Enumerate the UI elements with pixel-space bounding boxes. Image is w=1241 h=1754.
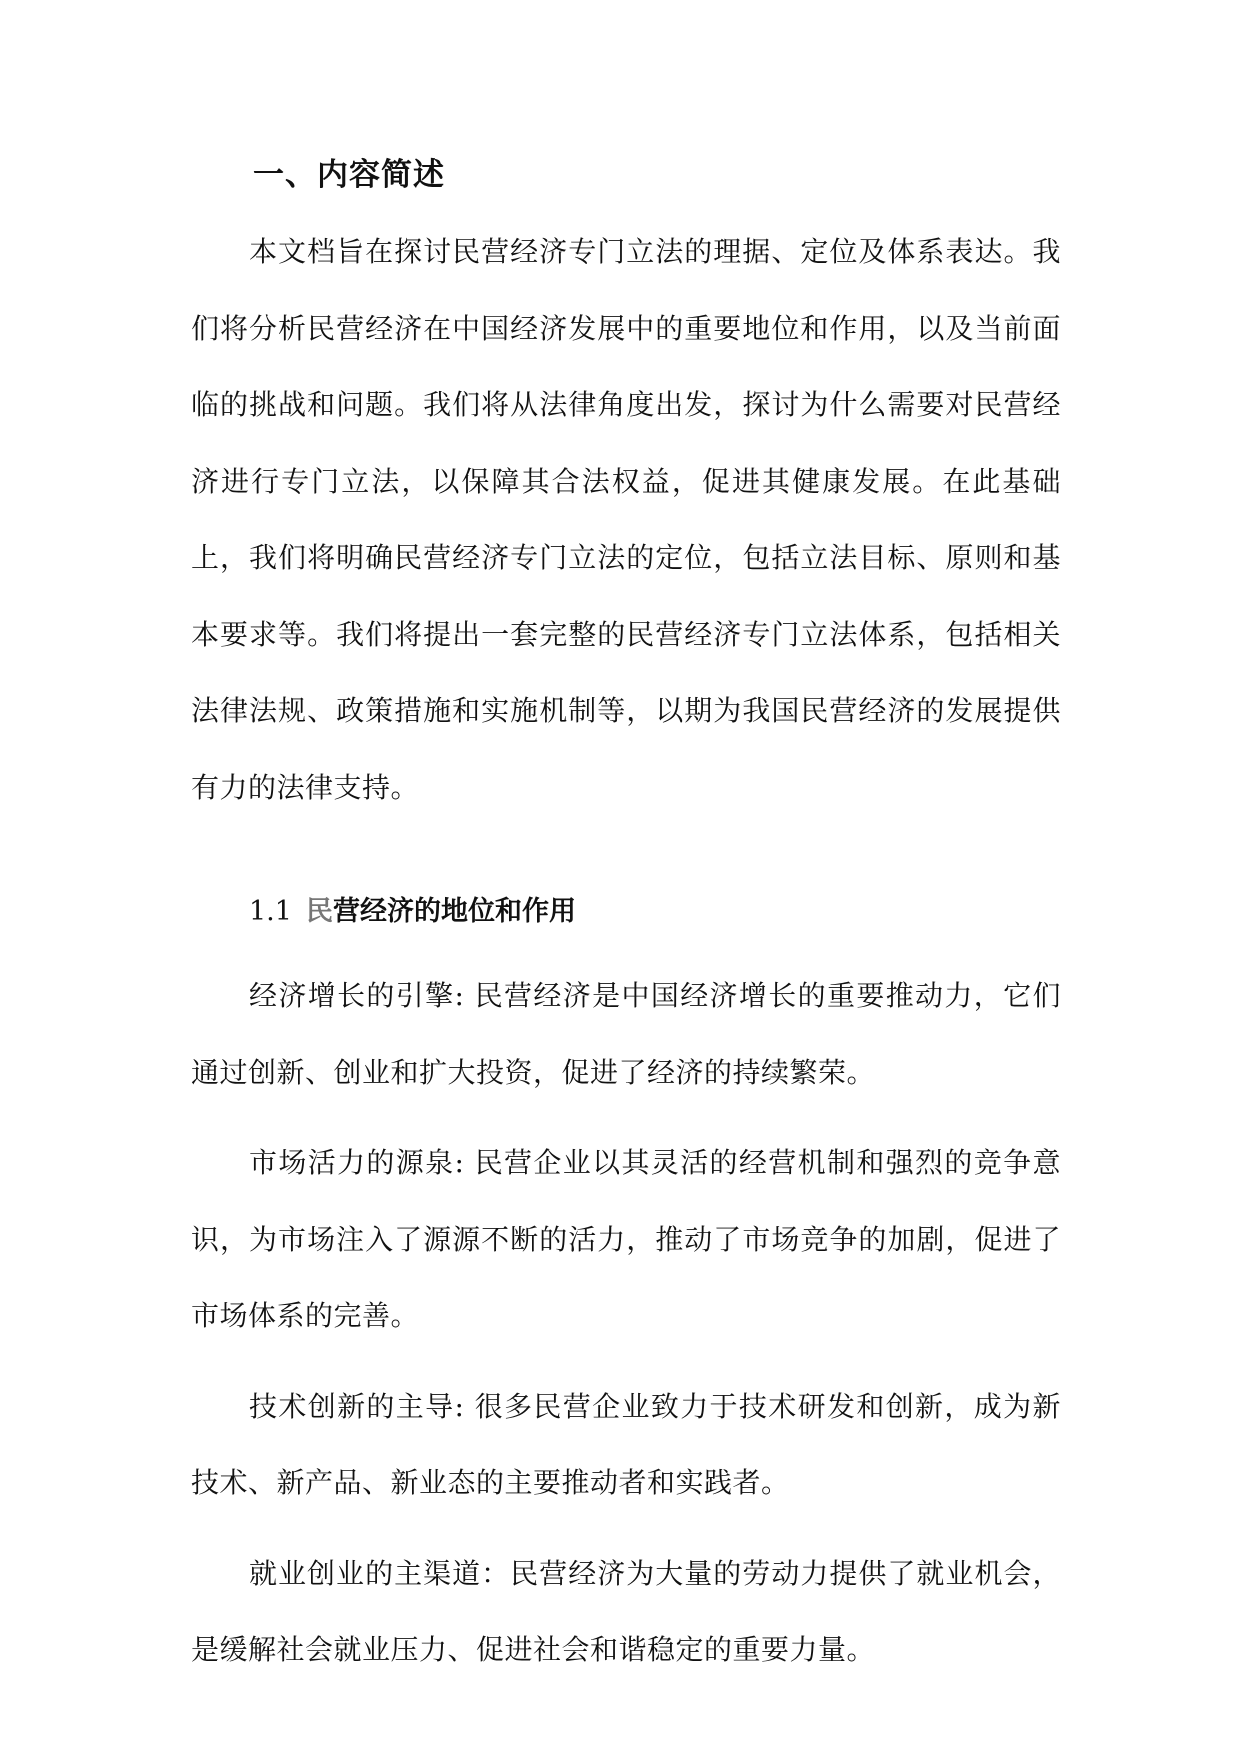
item-list bbox=[191, 958, 1061, 1689]
list-item: 市场活力的源泉: 民营企业以其灵活的经营机制和强烈的竞争意识，为市场注入了源源不断的活力，推动了市场竞争的加剧，促进了市场体系的完善。 bbox=[191, 1146, 1061, 1332]
list-item: 技术创新的主导: 很多民营企业致力于技术研发和创新，成为新技术、新产品、新业态的主要推动者和实践者。 bbox=[191, 1389, 1061, 1499]
subsection-title-first-char: 民 bbox=[305, 896, 333, 927]
list-item: 经济增长的引擎: 民营经济是中国经济增长的重要推动力，它们通过创新、创业和扩大投资，促进了经济的持续繁荣。 bbox=[191, 979, 1061, 1089]
subsection-number: 1.1 bbox=[249, 896, 292, 927]
subsection-title: 营经济的地位和作用 bbox=[332, 896, 576, 927]
intro-paragraph: 本文档旨在探讨民营经济专门立法的理据、定位及体系表达。我们将分析民营经济在中国经济发展中的重要地位和作用，以及当前面临的挑战和问题。我们将从法律角度出发，探讨为什么需要对民营经济进行专门立法，以保障其合法权益，促进其健康发展。在此基础上，我们将明确民营经济专门立法的定位，包括立法目标、原则和基本要求等。我们将提出一套完整的民营经济专门立法体系，包括相关法律法规、政策措施和实施机制等，以期为我国民营经济的发展提供有力的法律支持。 bbox=[191, 235, 1061, 804]
list-item: 就业创业的主渠道：民营经济为大量的劳动力提供了就业机会，是缓解社会就业压力、促进社会和谐稳定的重要力量。 bbox=[191, 1556, 1061, 1666]
subsection-heading bbox=[191, 886, 1061, 938]
section-heading: 一、内容简述 bbox=[253, 157, 445, 193]
page-content bbox=[191, 150, 1061, 1703]
